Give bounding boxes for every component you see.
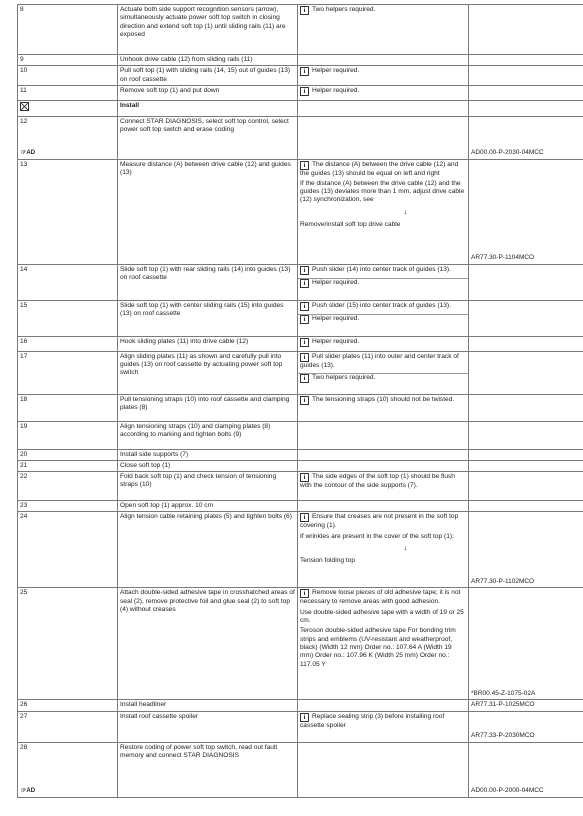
procedure-table-body (18, 5, 583, 798)
step-description: Install side supports (7) (120, 450, 189, 458)
reference-cell (469, 501, 583, 512)
note-box (298, 279, 468, 291)
table-row (18, 351, 583, 394)
step-description-cell (118, 5, 298, 55)
procedure-table (17, 4, 583, 798)
note-box (298, 87, 468, 99)
note-line: Replace sealing strip (3) before installing roof cassette spoiler (300, 712, 445, 729)
step-description: Align tensioning straps (10) and clamping plates (8) according to marking and tighten bolts (9) (120, 422, 271, 438)
table-row (18, 700, 583, 711)
step-number-cell (18, 460, 118, 471)
reference-arrow (300, 544, 466, 552)
note-box (298, 302, 468, 315)
note-text (300, 473, 466, 490)
step-description-cell (118, 66, 298, 86)
reference-cell (469, 5, 583, 55)
document-reference-link[interactable]: AR77.30-P-1104MCO (471, 254, 535, 262)
step-notes-cell (298, 101, 469, 116)
info-icon: i (300, 513, 309, 522)
step-number: 9 (20, 56, 24, 63)
document-reference-link[interactable]: AR77.33-P-2030MCO (471, 732, 535, 740)
step-description: Hook sliding plates (11) into drive cable (12) (120, 337, 249, 345)
table-row (18, 472, 583, 501)
step-description: Pull tensioning straps (10) into roof cassette and clamping plates (8) (120, 395, 290, 411)
step-description-cell (118, 742, 298, 797)
procedure-page (17, 4, 571, 798)
note-line: Helper required. (312, 278, 360, 286)
step-notes-cell (298, 742, 469, 797)
reference-cell (469, 711, 583, 742)
step-description-cell (118, 300, 298, 336)
note-box (298, 266, 468, 279)
note-box (298, 713, 468, 733)
table-row (18, 55, 583, 66)
note-text (300, 87, 466, 96)
note-box (298, 161, 468, 233)
reference-cell (469, 700, 583, 711)
step-notes-cell (298, 421, 469, 449)
step-number-cell (18, 336, 118, 351)
diagnosis-tag: ☞AD (21, 150, 36, 157)
note-line: Use double-sided adhesive tape with a width of 19 or 25 cm. (300, 608, 464, 625)
note-box (298, 6, 468, 18)
step-number: 8 (20, 6, 24, 13)
info-icon: i (300, 473, 309, 482)
step-description: Remove soft top (1) and put down (120, 87, 220, 95)
reference-cell (469, 449, 583, 460)
step-number: 26 (20, 701, 28, 709)
info-icon: i (300, 67, 309, 76)
note-line: Helper required. (312, 337, 360, 345)
step-number-cell (18, 394, 118, 421)
info-icon: i (300, 713, 309, 722)
note-box (298, 338, 468, 350)
step-number: 15 (20, 301, 28, 309)
note-line: Helper required. (312, 314, 360, 322)
step-description: Open soft top (1) approx. 10 cm (120, 502, 214, 510)
info-icon: i (300, 338, 309, 347)
step-description: Restore coding of power soft top switch, read out fault memory and connect STAR DIAGNOSIS (120, 743, 278, 760)
step-number-cell (18, 421, 118, 449)
note-box (298, 396, 468, 408)
reference-cell (469, 159, 583, 264)
step-number: 12 (20, 117, 28, 125)
info-icon: i (300, 353, 309, 362)
step-number: 18 (20, 395, 28, 403)
step-description-cell (118, 159, 298, 264)
table-row (18, 66, 583, 86)
step-description-cell (118, 501, 298, 512)
note-text (300, 6, 466, 15)
step-description: Slide soft top (1) with rear sliding rails (14) into guides (13) on roof cassette (120, 265, 291, 281)
reference-cell (469, 394, 583, 421)
table-row (18, 742, 583, 797)
note-text (300, 161, 466, 178)
step-notes-cell (298, 700, 469, 711)
note-line: Push slider (14) into center track of guides (13). (312, 265, 451, 273)
note-line: Push slider (15) into center track of guides (13). (312, 301, 451, 309)
info-icon: i (300, 266, 309, 275)
note-text (300, 713, 466, 730)
step-description-cell (118, 55, 298, 66)
step-notes-cell (298, 351, 469, 394)
note-line: Tension folding top (300, 557, 355, 565)
info-icon: i (300, 6, 309, 15)
reference-cell (469, 264, 583, 300)
step-number: 21 (20, 461, 28, 469)
note-text (300, 589, 466, 606)
reference-cell (469, 116, 583, 159)
document-reference-link[interactable]: AR77.31-P-1025MCO (471, 701, 535, 709)
note-text (300, 557, 466, 565)
reference-cell (469, 336, 583, 351)
reference-cell (469, 66, 583, 86)
reference-cell (469, 86, 583, 101)
step-description-cell (118, 421, 298, 449)
step-notes-cell (298, 336, 469, 351)
step-notes-cell (298, 588, 469, 700)
table-row (18, 501, 583, 512)
step-number-cell (18, 501, 118, 512)
step-notes-cell (298, 55, 469, 66)
step-notes-cell (298, 116, 469, 159)
note-text (300, 513, 466, 530)
info-icon: i (300, 396, 309, 405)
step-description-cell (118, 711, 298, 742)
step-description-cell (118, 101, 298, 116)
step-notes-cell (298, 472, 469, 501)
reference-arrow (300, 208, 466, 216)
step-number-cell (18, 86, 118, 101)
reference-cell (469, 512, 583, 588)
note-text (300, 302, 466, 311)
step-number: 24 (20, 513, 28, 521)
step-number-cell (18, 700, 118, 711)
step-number-cell (18, 300, 118, 336)
reference-cell (469, 472, 583, 501)
step-notes-cell (298, 300, 469, 336)
step-number: 19 (20, 422, 28, 430)
step-description-cell (118, 351, 298, 394)
table-row (18, 449, 583, 460)
step-number: 20 (20, 450, 28, 458)
reference-cell (469, 101, 583, 116)
install-section-icon (20, 102, 29, 111)
step-number-cell (18, 264, 118, 300)
step-description: Pull soft top (1) with sliding rails (14, 15) out of guides (13) on roof cassette (120, 67, 291, 83)
reference-cell (469, 588, 583, 700)
section-heading: Install (120, 102, 140, 110)
step-description-cell (118, 460, 298, 471)
step-description-cell (118, 512, 298, 588)
table-row (18, 86, 583, 101)
step-number-cell (18, 5, 118, 55)
step-number-cell (18, 101, 118, 116)
table-row (18, 711, 583, 742)
reference-cell (469, 742, 583, 797)
step-number: 13 (20, 160, 28, 168)
diagnosis-tag: ☞AD (21, 788, 36, 795)
step-description: Measure distance (A) between drive cable (12) and guides (13) (120, 160, 291, 176)
step-number-cell (18, 472, 118, 501)
step-number: 16 (20, 337, 28, 345)
step-description: Close soft top (1) (120, 461, 171, 469)
step-number: 23 (20, 502, 28, 510)
note-box (298, 473, 468, 493)
step-notes-cell (298, 460, 469, 471)
step-number: 22 (20, 473, 28, 481)
note-line: Helper required. (312, 87, 360, 95)
note-text (300, 67, 466, 76)
step-number: 17 (20, 352, 28, 360)
step-number-cell (18, 351, 118, 394)
table-row (18, 5, 583, 55)
note-text (300, 338, 466, 347)
step-notes-cell (298, 264, 469, 300)
step-description-cell (118, 336, 298, 351)
step-description: Align tension cable retaining plates (5) and tighten bolts (6) (120, 513, 292, 521)
step-number: 14 (20, 265, 28, 273)
table-row (18, 421, 583, 449)
note-line: Remove loose pieces of old adhesive tape; it is not necessary to remove areas with good adhesion. (300, 589, 461, 606)
info-icon: i (300, 589, 309, 598)
step-number-cell (18, 711, 118, 742)
step-description: Fold back soft top (1) and check tension of tensioning straps (10) (120, 473, 277, 489)
step-notes-cell (298, 449, 469, 460)
note-line: The side edges of the soft top (1) should be flush with the contour of the side supports (7). (300, 473, 455, 490)
step-number-cell (18, 116, 118, 159)
step-notes-cell (298, 159, 469, 264)
note-text (300, 374, 466, 383)
note-line: Two helpers required. (312, 6, 376, 13)
note-line: Pull slider plates (11) into outer and center track of guides (13). (300, 352, 459, 369)
arrow-glyph: ↓ (403, 543, 408, 553)
step-description-cell (118, 394, 298, 421)
note-text (300, 609, 466, 626)
reference-cell (469, 351, 583, 394)
step-number: 28 (20, 743, 28, 751)
step-description: Unhook drive cable (12) from sliding rails (11) (120, 56, 253, 63)
note-line: The distance (A) between the drive cable (12) and the guides (13) should be equal on left and right (300, 160, 459, 177)
reference-cell (469, 460, 583, 471)
note-box (298, 589, 468, 671)
info-icon: i (300, 374, 309, 383)
step-description: Install roof cassette spoiler (120, 712, 199, 720)
document-reference-link[interactable]: AD00.00-P-2000-04MCC (471, 787, 544, 795)
table-row (18, 460, 583, 471)
note-box (298, 67, 468, 79)
table-row (18, 512, 583, 588)
info-icon: i (300, 161, 309, 170)
document-reference-link[interactable]: AD00.00-P-2030-04MCC (471, 149, 544, 157)
table-row (18, 159, 583, 264)
step-notes-cell (298, 512, 469, 588)
step-description: Attach double-sided adhesive tape in crosshatched areas of seal (2), remove protective foil and glue seal (2) to soft top (4) without creases (120, 589, 295, 614)
note-line: If the distance (A) between the drive cable (12) and the guides (13) deviates more than 1 mm, adjust drive cable (12) synchronization, see (300, 179, 465, 204)
step-notes-cell (298, 394, 469, 421)
note-box (298, 374, 468, 386)
table-row (18, 336, 583, 351)
step-notes-cell (298, 5, 469, 55)
note-line: Ensure that creases are not present in the soft top covering (1). (300, 513, 459, 530)
arrow-glyph: ↓ (403, 206, 408, 216)
step-number-cell (18, 55, 118, 66)
reference-cell (469, 421, 583, 449)
step-number-cell (18, 512, 118, 588)
step-description: Actuate both side support recognition sensors (arrow), simultaneously actuate power soft top switch in closing direction and extend soft top (1) until sliding rails (11) are exposed (120, 6, 286, 38)
step-number: 27 (20, 712, 28, 720)
document-reference-link[interactable]: AR77.30-P-1102MCO (471, 578, 535, 586)
step-number-cell (18, 66, 118, 86)
step-notes-cell (298, 501, 469, 512)
table-row (18, 116, 583, 159)
step-description: Connect STAR DIAGNOSIS, select soft top control, select power soft top switch and erase coding (120, 117, 289, 133)
info-icon: i (300, 279, 309, 288)
step-number: 11 (20, 87, 27, 95)
step-description-cell (118, 700, 298, 711)
note-box (298, 353, 468, 374)
note-text (300, 266, 466, 275)
table-row (18, 264, 583, 300)
info-icon: i (300, 302, 309, 311)
table-row (18, 300, 583, 336)
step-number-cell (18, 742, 118, 797)
note-text (300, 279, 466, 288)
note-line: Teroson double-sided adhesive tape For bonding trim strips and emblems (UV-resistant and weatherproof, black) (Width 12 mm) Order no.: 107.64 A (Width 19 mm) Order no.: 107.96 K (Width 25 mm) Order no.: 117.05 Y (300, 627, 456, 668)
step-number-cell (18, 159, 118, 264)
note-text (300, 533, 466, 541)
step-number: 10 (20, 67, 28, 75)
info-icon: i (300, 87, 309, 96)
step-description-cell (118, 472, 298, 501)
note-line: The tensioning straps (10) should not be twisted. (312, 395, 455, 403)
note-text (300, 627, 466, 668)
step-number-cell (18, 449, 118, 460)
note-text (300, 221, 466, 229)
step-description-cell (118, 588, 298, 700)
note-box (298, 513, 468, 568)
table-row (18, 394, 583, 421)
step-notes-cell (298, 66, 469, 86)
info-icon: i (300, 315, 309, 324)
step-notes-cell (298, 711, 469, 742)
note-box (298, 315, 468, 327)
step-description: Slide soft top (1) with center sliding rails (15) into guides (13) on roof cassette (120, 301, 284, 317)
note-text (300, 180, 466, 205)
step-description: Install headliner (120, 701, 167, 709)
step-description-cell (118, 116, 298, 159)
note-line: Helper required. (312, 67, 360, 75)
note-line: Two helpers required. (312, 373, 376, 381)
step-number-cell (18, 588, 118, 700)
table-row (18, 588, 583, 700)
note-text (300, 315, 466, 324)
reference-cell (469, 300, 583, 336)
reference-cell (469, 55, 583, 66)
table-row (18, 101, 583, 116)
step-notes-cell (298, 86, 469, 101)
document-reference-link[interactable]: *BR00.45-Z-1075-02A (471, 690, 536, 698)
step-description-cell (118, 449, 298, 460)
note-line: Remove/install soft top drive cable (300, 221, 401, 229)
step-number: 25 (20, 589, 28, 597)
note-text (300, 353, 466, 370)
note-line: If wrinkles are present in the cover of the soft top (1): (300, 532, 454, 540)
note-text (300, 396, 466, 405)
step-description-cell (118, 86, 298, 101)
step-description: Align sliding plates (11) as shown and carefully pull into guides (13) on roof cassette by actuating power soft top switch (120, 352, 283, 377)
step-description-cell (118, 264, 298, 300)
